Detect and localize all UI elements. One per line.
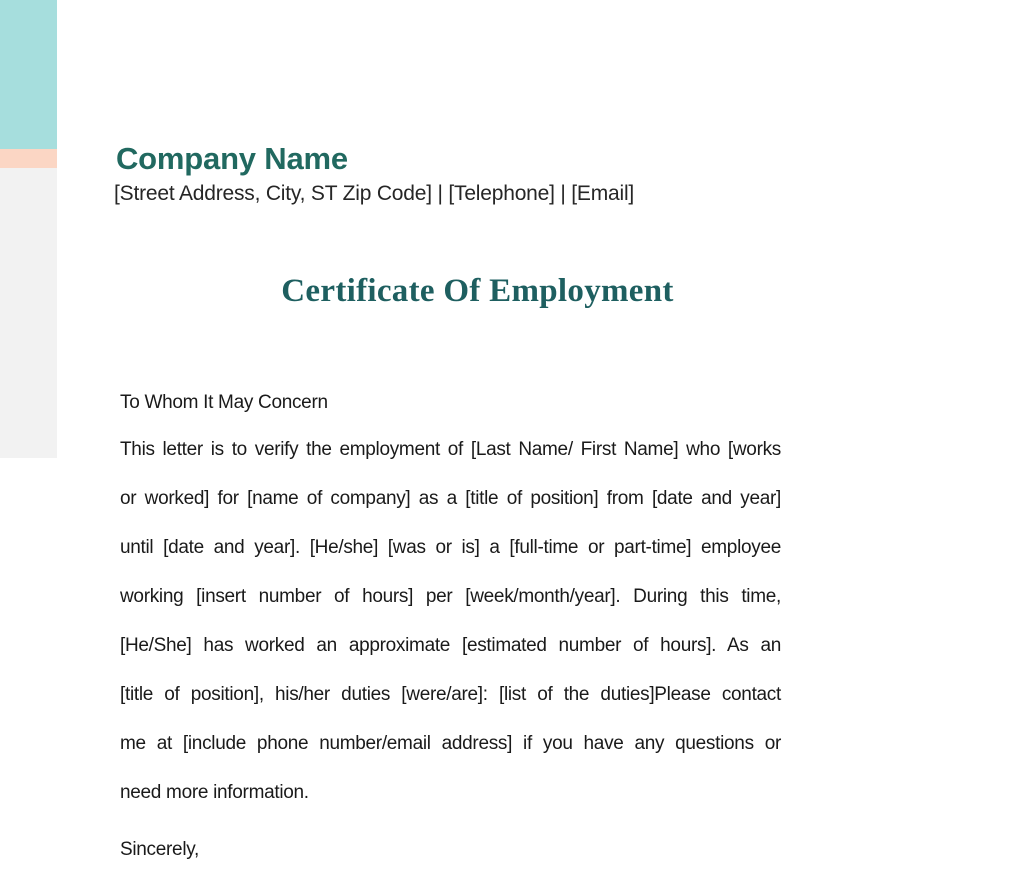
body-line: need more information. xyxy=(120,782,309,803)
body-line: working [insert number of hours] per [week/month/year]. During this time, xyxy=(120,586,781,607)
body-line: This letter is to verify the employment of [Last Name/ First Name] who [works xyxy=(120,439,781,460)
salutation-line: To Whom It May Concern xyxy=(120,392,328,413)
company-contact-line: [Street Address, City, ST Zip Code] | [Telephone] | [Email] xyxy=(114,182,635,205)
accent-stripe-teal xyxy=(0,0,57,149)
company-name-heading: Company Name xyxy=(116,141,348,176)
body-line: me at [include phone number/email address] if you have any questions or xyxy=(120,733,781,754)
body-line: until [date and year]. [He/she] [was or is] a [full-time or part-time] employee xyxy=(120,537,781,558)
body-line: [title of position], his/her duties [were/are]: [list of the duties]Please contact xyxy=(120,684,781,705)
closing-line: Sincerely, xyxy=(120,839,200,860)
document-title: Certificate Of Employment xyxy=(281,273,674,309)
accent-stripe-peach xyxy=(0,149,57,168)
body-paragraph xyxy=(120,425,781,817)
accent-stripe-gray xyxy=(0,168,57,458)
body-line: [He/She] has worked an approximate [estimated number of hours]. As an xyxy=(120,635,781,656)
body-line: or worked] for [name of company] as a [title of position] from [date and year] xyxy=(120,488,781,509)
